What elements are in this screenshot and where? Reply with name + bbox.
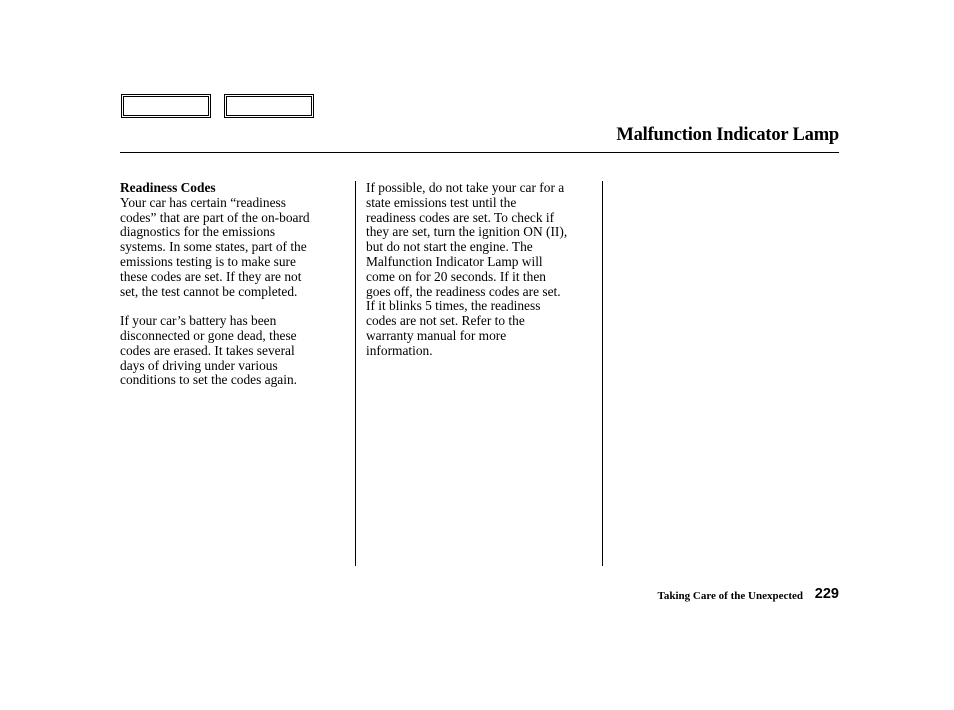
body-line: they are set, turn the ignition ON (II), — [366, 224, 568, 240]
body-line: warranty manual for more — [366, 327, 507, 343]
body-line: days of driving under various — [120, 357, 278, 373]
middle-column — [366, 181, 600, 359]
body-line: diagnostics for the emissions — [120, 224, 276, 240]
nav-button-previous[interactable] — [121, 94, 211, 118]
nav-button-next[interactable] — [224, 94, 314, 118]
body-line: come on for 20 seconds. If it then — [366, 268, 546, 284]
body-line: codes are erased. It takes several — [120, 342, 295, 358]
body-line: set, the test cannot be completed. — [120, 283, 298, 299]
body-line: state emissions test until the — [366, 194, 517, 210]
body-line: conditions to set the codes again. — [120, 372, 298, 388]
body-line: emissions testing is to make sure — [120, 253, 296, 269]
body-line: Malfunction Indicator Lamp will — [366, 253, 543, 269]
body-line: If possible, do not take your car for a — [366, 180, 565, 195]
body-line: Your car has certain “readiness — [120, 194, 286, 210]
column-divider — [355, 181, 356, 566]
section-heading: Readiness Codes — [120, 180, 216, 195]
body-line: systems. In some states, part of the — [120, 239, 307, 255]
page-title: Malfunction Indicator Lamp — [616, 125, 839, 145]
body-line: readiness codes are set. To check if — [366, 209, 555, 225]
body-line: codes are not set. Refer to the — [366, 313, 525, 329]
title-divider — [120, 152, 839, 153]
left-column — [120, 181, 345, 388]
page-number: 229 — [814, 586, 839, 602]
column-divider — [602, 181, 603, 566]
footer-section-title: Taking Care of the Unexpected — [657, 590, 803, 602]
body-line: disconnected or gone dead, these — [120, 327, 297, 343]
body-line: If it blinks 5 times, the readiness — [366, 298, 541, 314]
body-line: If your car’s battery has been — [120, 313, 277, 329]
body-line: but do not start the engine. The — [366, 239, 533, 255]
body-line: goes off, the readiness codes are set. — [366, 283, 561, 299]
body-line: codes” that are part of the on-board — [120, 209, 310, 225]
body-line: these codes are set. If they are not — [120, 268, 302, 284]
body-line: information. — [366, 342, 433, 358]
